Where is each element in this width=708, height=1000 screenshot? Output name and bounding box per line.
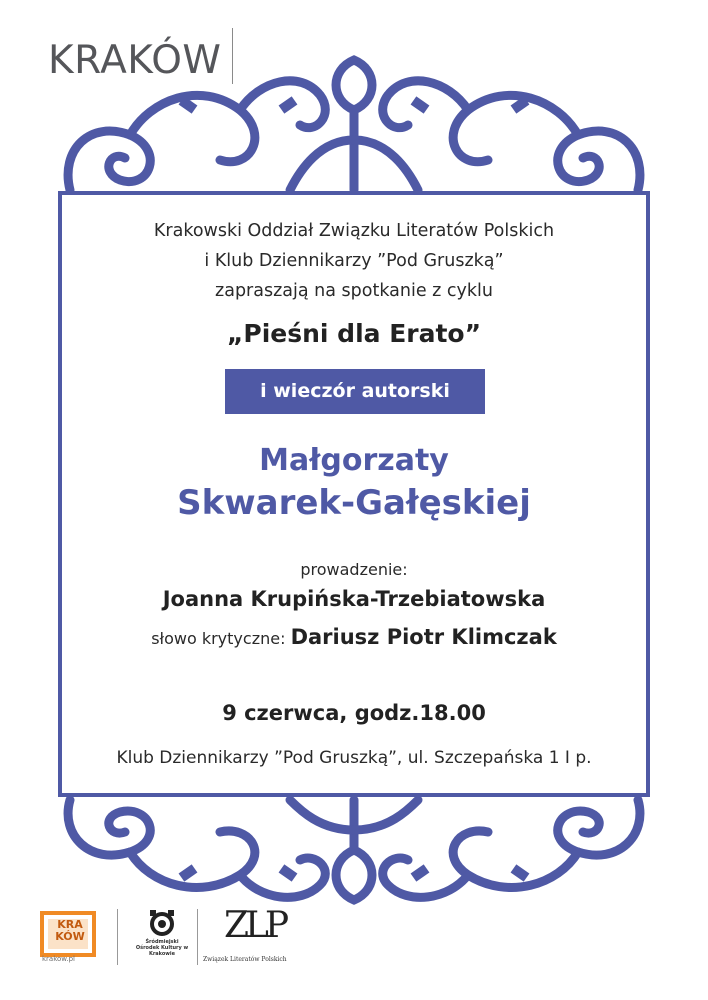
bottom-ornament	[0, 790, 708, 910]
invite-line: zapraszają na spotkanie z cyklu	[215, 281, 493, 301]
sok-emblem-icon	[140, 909, 184, 939]
zlp-label: Związek Literatów Polskich	[203, 956, 287, 963]
author-first-name: Małgorzaty	[259, 443, 449, 478]
cycle-title: „Pieśni dla Erato”	[226, 319, 482, 348]
author-last-name: Skwarek-Gałęskiej	[177, 483, 531, 523]
krakow-tile-text: KRA KÓW	[55, 918, 85, 943]
krakow-url: krakow.pl	[42, 955, 76, 963]
sponsor-logos	[0, 895, 708, 985]
evening-label-box: i wieczór autorski	[225, 369, 485, 414]
critic-line	[58, 625, 650, 649]
logo-divider-2	[197, 909, 198, 965]
city-logo: KRAKÓW	[48, 38, 222, 83]
host-label: prowadzenie:	[300, 560, 408, 579]
host-name: Joanna Krupińska-Trzebiatowska	[162, 587, 546, 611]
organizer-line-2: i Klub Dziennikarzy ”Pod Gruszką”	[204, 251, 504, 271]
event-venue: Klub Dziennikarzy ”Pod Gruszką”, ul. Szczepańska 1 I p.	[116, 748, 592, 768]
zlp-logo: ZLP	[224, 905, 286, 946]
sok-label: Śródmiejski Ośrodek Kultury w Krakowie	[135, 939, 189, 957]
event-date-time: 9 czerwca, godz.18.00	[222, 701, 486, 725]
critic-label: słowo krytyczne:	[151, 629, 286, 648]
organizer-line-1: Krakowski Oddział Związku Literatów Polskich	[153, 221, 555, 241]
critic-name: Dariusz Piotr Klimczak	[290, 625, 557, 649]
logo-divider-1	[117, 909, 118, 965]
top-ornament	[0, 40, 708, 200]
